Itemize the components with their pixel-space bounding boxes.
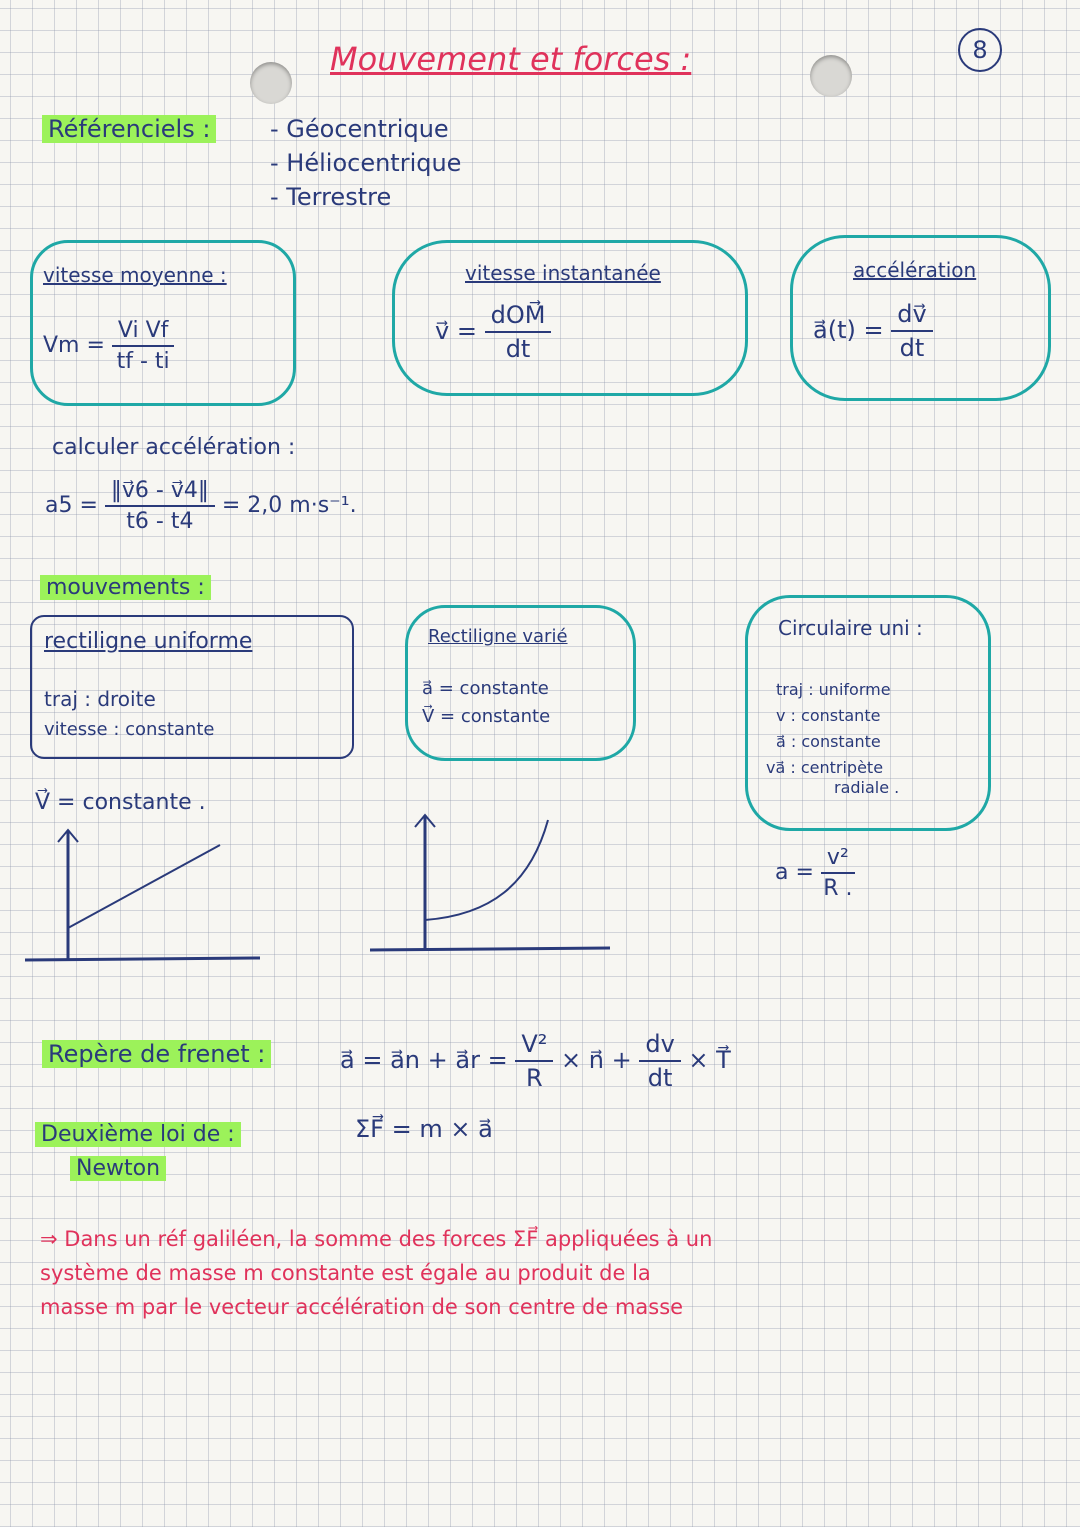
graph1-line <box>68 845 220 928</box>
statement-line3: masse m par le vecteur accélération de son centre de masse <box>40 1295 684 1319</box>
circulaire-line3: a⃗ : constante <box>776 732 881 751</box>
frenet-equation: a⃗ = a⃗n + a⃗r = $\frac{\text{V²}}{R}$ × n⃗ + $\frac{dv}{dt}$ × T⃗ <box>340 1030 731 1092</box>
referentiels-label: Référenciels : <box>42 115 216 143</box>
statement-line1: ⇒ Dans un réf galiléen, la somme des forces ΣF⃗ appliquées à un <box>40 1227 713 1251</box>
referentiels-list <box>270 112 461 214</box>
graph2-curve <box>425 820 548 920</box>
circulaire-uniforme-box <box>745 595 991 831</box>
punch-hole-left <box>250 62 292 104</box>
rectiligne-varie-line1: a⃗ = constante <box>422 678 549 699</box>
vitesse-instantanee-formula: v⃗ = $\frac{\text{dOM⃗}}{dt}$ <box>435 301 551 363</box>
acceleration-box <box>790 235 1051 401</box>
graph2-x-axis <box>370 948 610 950</box>
rectiligne-uniforme-line1: traj : droite <box>44 687 156 711</box>
calcul-heading: calculer accélération : <box>52 435 296 460</box>
calcul-formula: a5 = $\frac{‖v⃗6 - v⃗4‖}{t6 - t4}$ = 2,0 m·s⁻¹. <box>45 478 357 534</box>
circulaire-line4a: va⃗ : centripète <box>766 758 884 777</box>
graph-rectiligne-varie <box>370 805 630 965</box>
acceleration-formula: a⃗(t) = $\frac{dv⃗}{dt}$ <box>813 300 933 362</box>
rectiligne-varie-box <box>405 605 636 761</box>
newton-label: Deuxième loi de : Newton <box>35 1118 241 1186</box>
rectiligne-varie-line2: V⃗ = constante <box>422 706 551 727</box>
rectiligne-uniforme-box <box>30 615 354 759</box>
graph-rectiligne-uniforme <box>20 820 270 970</box>
rectiligne-varie-title: Rectiligne varié <box>428 626 568 647</box>
newton-equation: ΣF⃗ = m × a⃗ <box>355 1115 493 1143</box>
referentiel-item: - Héliocentrique <box>270 149 462 177</box>
circulaire-line2: v : constante <box>776 706 881 725</box>
mouvements-label: mouvements : <box>40 575 211 600</box>
circulaire-line4b: radiale . <box>834 778 900 797</box>
page-title: Mouvement et forces : <box>330 40 692 78</box>
rectiligne-uniforme-note: V⃗ = constante . <box>35 790 206 815</box>
statement-line2: système de masse m constante est égale au produit de la <box>40 1261 651 1285</box>
rectiligne-uniforme-line2: vitesse : constante <box>44 719 215 740</box>
circulaire-formula: a = $\frac{\text{v²}}{R .}$ <box>775 845 855 901</box>
circulaire-uniforme-title: Circulaire uni : <box>778 616 923 640</box>
frenet-label: Repère de frenet : <box>42 1040 271 1068</box>
vitesse-moyenne-formula: Vm = $\frac{\text{Vi Vf}}{tf - ti}$ <box>43 318 174 374</box>
vitesse-moyenne-title: vitesse moyenne : <box>43 263 227 287</box>
vitesse-instantanee-title: vitesse instantanée <box>465 261 661 285</box>
rectiligne-uniforme-title: rectiligne uniforme <box>44 629 253 654</box>
referentiel-item: - Géocentrique <box>270 115 449 143</box>
newton-statement <box>40 1222 1050 1324</box>
vitesse-instantanee-box <box>392 240 748 396</box>
punch-hole-right <box>810 55 852 97</box>
page-number: 8 <box>958 28 1002 72</box>
referentiel-item: - Terrestre <box>270 183 392 211</box>
graph1-x-axis <box>25 958 260 960</box>
circulaire-line1: traj : uniforme <box>776 680 891 699</box>
vitesse-moyenne-box <box>30 240 296 406</box>
acceleration-title: accélération <box>853 258 977 282</box>
